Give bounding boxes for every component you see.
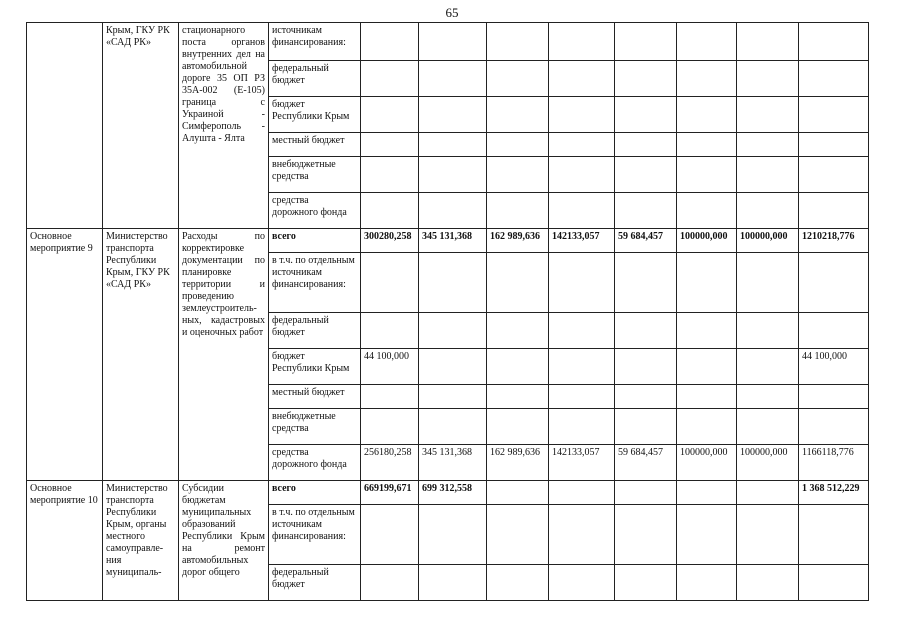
value-cell [615, 97, 677, 133]
value-cell [549, 313, 615, 349]
value-cell [361, 61, 419, 97]
value-cell [549, 157, 615, 193]
value-cell: 1166118,776 [799, 445, 869, 481]
value-cell [737, 133, 799, 157]
value-cell [487, 565, 549, 601]
source-label: федеральный бюджет [269, 565, 361, 601]
value-cell [487, 349, 549, 385]
value-cell [677, 253, 737, 313]
value-cell [615, 409, 677, 445]
value-cell: 100000,000 [677, 445, 737, 481]
source-label: средства дорожного фонда [269, 193, 361, 229]
source-label: бюджет Республики Крым [269, 349, 361, 385]
value-cell [361, 193, 419, 229]
value-cell [615, 133, 677, 157]
measure-cell [27, 23, 103, 229]
value-cell [549, 133, 615, 157]
value-cell [549, 409, 615, 445]
value-cell [677, 23, 737, 61]
description-cell: Субсидии бюджетам муниципальных образований Республики Крым на ремонт автомобильных дорог общего [179, 481, 269, 601]
value-cell [361, 409, 419, 445]
source-label: федеральный бюджет [269, 313, 361, 349]
value-cell [487, 61, 549, 97]
value-cell [677, 133, 737, 157]
value-cell [487, 313, 549, 349]
value-cell [737, 505, 799, 565]
value-cell [549, 193, 615, 229]
value-cell [419, 385, 487, 409]
value-cell [799, 565, 869, 601]
value-cell [549, 505, 615, 565]
value-cell [615, 565, 677, 601]
source-label: всего [269, 481, 361, 505]
value-cell [361, 97, 419, 133]
value-cell [737, 97, 799, 133]
value-cell [677, 409, 737, 445]
source-label: федеральный бюджет [269, 61, 361, 97]
value-cell [737, 409, 799, 445]
value-cell [615, 193, 677, 229]
value-cell [799, 253, 869, 313]
value-cell [361, 157, 419, 193]
source-label: средства дорожного фонда [269, 445, 361, 481]
description-cell: стационарного поста органов внутренних дел на автомобильной дороге 35 ОП РЗ 35А-002 (Е-105) граница с Украиной - Симферополь - Алушта - Ялта [179, 23, 269, 229]
value-cell [799, 385, 869, 409]
value-cell [677, 565, 737, 601]
value-cell [615, 481, 677, 505]
value-cell [677, 61, 737, 97]
source-label: всего [269, 229, 361, 253]
budget-table [26, 22, 869, 601]
value-cell [549, 481, 615, 505]
value-cell: 162 989,636 [487, 229, 549, 253]
value-cell [799, 313, 869, 349]
value-cell [419, 23, 487, 61]
value-cell [549, 23, 615, 61]
value-cell [549, 385, 615, 409]
table-row [27, 23, 869, 61]
value-cell: 100000,000 [737, 229, 799, 253]
value-cell [419, 313, 487, 349]
value-cell [799, 505, 869, 565]
value-cell [419, 133, 487, 157]
table-row [27, 229, 869, 253]
value-cell [737, 253, 799, 313]
value-cell: 59 684,457 [615, 229, 677, 253]
value-cell: 345 131,368 [419, 229, 487, 253]
value-cell [549, 349, 615, 385]
value-cell [737, 565, 799, 601]
value-cell [615, 313, 677, 349]
value-cell [737, 349, 799, 385]
value-cell [361, 313, 419, 349]
value-cell [487, 157, 549, 193]
value-cell [615, 253, 677, 313]
value-cell: 100000,000 [737, 445, 799, 481]
value-cell [419, 505, 487, 565]
value-cell: 300280,258 [361, 229, 419, 253]
value-cell [799, 409, 869, 445]
value-cell [799, 193, 869, 229]
value-cell [487, 193, 549, 229]
value-cell: 256180,258 [361, 445, 419, 481]
value-cell [361, 23, 419, 61]
page-number: 65 [445, 5, 459, 20]
value-cell [799, 157, 869, 193]
value-cell [487, 409, 549, 445]
value-cell: 59 684,457 [615, 445, 677, 481]
value-cell [361, 253, 419, 313]
value-cell [615, 385, 677, 409]
source-label: в т.ч. по отдельным источникам финансирования: [269, 253, 361, 313]
value-cell [419, 61, 487, 97]
value-cell: 699 312,558 [419, 481, 487, 505]
value-cell: 142133,057 [549, 445, 615, 481]
value-cell [677, 157, 737, 193]
value-cell: 142133,057 [549, 229, 615, 253]
value-cell [361, 385, 419, 409]
value-cell [737, 481, 799, 505]
value-cell: 1 368 512,229 [799, 481, 869, 505]
value-cell [799, 23, 869, 61]
value-cell: 669199,671 [361, 481, 419, 505]
value-cell [799, 133, 869, 157]
measure-cell: Основное мероприятие 10 [27, 481, 103, 601]
source-label: внебюджетные средства [269, 157, 361, 193]
executor-cell: Министерство транспорта Республики Крым, ГКУ РК «САД РК» [103, 229, 179, 481]
description-cell: Расходы по корректировке документации по планировке территории и проведению землеустроитель-ных, кадастровых и оценочных работ [179, 229, 269, 481]
value-cell [737, 157, 799, 193]
source-label: источникам финансирования: [269, 23, 361, 61]
value-cell: 100000,000 [677, 229, 737, 253]
value-cell [487, 481, 549, 505]
value-cell [799, 61, 869, 97]
value-cell [677, 505, 737, 565]
value-cell [549, 97, 615, 133]
value-cell [419, 253, 487, 313]
value-cell [737, 385, 799, 409]
value-cell [677, 313, 737, 349]
value-cell [549, 565, 615, 601]
value-cell [549, 253, 615, 313]
value-cell [361, 565, 419, 601]
value-cell [419, 97, 487, 133]
table-row [27, 481, 869, 505]
value-cell [487, 97, 549, 133]
value-cell [737, 193, 799, 229]
budget-table-body [27, 23, 869, 601]
value-cell [419, 409, 487, 445]
value-cell [737, 61, 799, 97]
value-cell [361, 505, 419, 565]
value-cell [615, 23, 677, 61]
value-cell [677, 481, 737, 505]
value-cell [677, 349, 737, 385]
value-cell [615, 157, 677, 193]
value-cell [737, 313, 799, 349]
source-label: в т.ч. по отдельным источникам финансирования: [269, 505, 361, 565]
value-cell: 345 131,368 [419, 445, 487, 481]
value-cell [677, 385, 737, 409]
value-cell [487, 385, 549, 409]
value-cell [799, 97, 869, 133]
value-cell [737, 23, 799, 61]
value-cell: 162 989,636 [487, 445, 549, 481]
source-label: местный бюджет [269, 133, 361, 157]
executor-cell: Крым, ГКУ РК «САД РК» [103, 23, 179, 229]
value-cell [419, 565, 487, 601]
source-label: местный бюджет [269, 385, 361, 409]
value-cell [615, 505, 677, 565]
value-cell [615, 61, 677, 97]
value-cell [419, 157, 487, 193]
value-cell [677, 193, 737, 229]
value-cell [487, 23, 549, 61]
executor-cell: Министерство транспорта Республики Крым, органы местного самоуправле-ния муниципаль- [103, 481, 179, 601]
value-cell [487, 253, 549, 313]
value-cell [487, 133, 549, 157]
source-label: внебюджетные средства [269, 409, 361, 445]
source-label: бюджет Республики Крым [269, 97, 361, 133]
value-cell [487, 505, 549, 565]
value-cell [549, 61, 615, 97]
value-cell [419, 193, 487, 229]
value-cell [361, 133, 419, 157]
value-cell [419, 349, 487, 385]
value-cell: 44 100,000 [361, 349, 419, 385]
value-cell: 44 100,000 [799, 349, 869, 385]
measure-cell: Основное мероприятие 9 [27, 229, 103, 481]
value-cell: 1210218,776 [799, 229, 869, 253]
value-cell [677, 97, 737, 133]
value-cell [615, 349, 677, 385]
